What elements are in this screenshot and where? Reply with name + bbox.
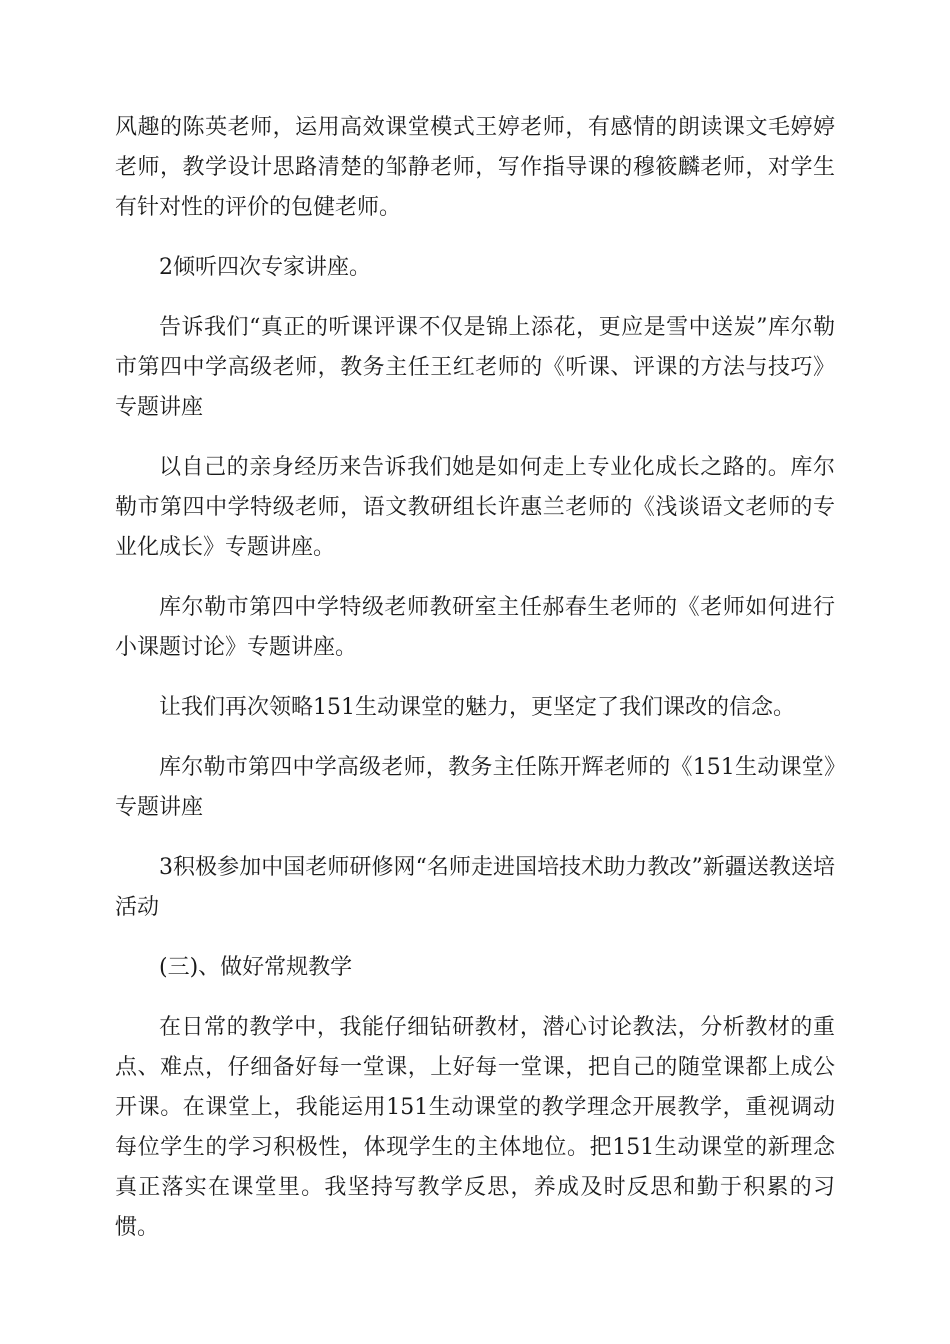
paragraph-expert-lectures-heading: 2倾听四次专家讲座。: [159, 255, 371, 280]
document-body: [115, 108, 835, 1268]
section-heading-routine-teaching: (三)、做好常规教学: [159, 955, 353, 980]
paragraph-151-classroom: 让我们再次领略151生动课堂的魅力，更坚定了我们课改的信念。: [159, 695, 795, 720]
paragraph-training-activity: 3积极参加中国老师研修网“名师走进国培技术助力教改”新疆送教送培活动: [115, 855, 835, 920]
paragraph-lecture-haochunsheng: 库尔勒市第四中学特级老师教研室主任郝春生老师的《老师如何进行小课题讨论》专题讲座。: [115, 595, 835, 660]
paragraph-lecture-wanghong: 告诉我们“真正的听课评课不仅是锦上添花，更应是雪中送炭”库尔勒市第四中学高级老师，教务主任王红老师的《听课、评课的方法与技巧》专题讲座: [115, 315, 835, 420]
paragraph-lecture-chenkaihui: 库尔勒市第四中学高级老师，教务主任陈开辉老师的《151生动课堂》专题讲座: [115, 755, 835, 820]
paragraph-routine-teaching: 在日常的教学中，我能仔细钻研教材，潜心讨论教法，分析教材的重点、难点，仔细备好每一堂课，上好每一堂课，把自己的随堂课都上成公开课。在课堂上，我能运用151生动课堂的教学理念开展教学，重视调动每位学生的学习积极性，体现学生的主体地位。把151生动课堂的新理念真正落实在课堂里。我坚持写教学反思，养成及时反思和勤于积累的习惯。: [115, 1015, 835, 1240]
paragraph-teachers-list: 风趣的陈英老师，运用高效课堂模式王婷老师，有感情的朗读课文毛婷婷老师，教学设计思路清楚的邹静老师，写作指导课的穆筱麟老师，对学生有针对性的评价的包健老师。: [115, 115, 835, 220]
paragraph-lecture-xuhuilan: 以自己的亲身经历来告诉我们她是如何走上专业化成长之路的。库尔勒市第四中学特级老师，语文教研组长许惠兰老师的《浅谈语文老师的专业化成长》专题讲座。: [115, 455, 835, 560]
